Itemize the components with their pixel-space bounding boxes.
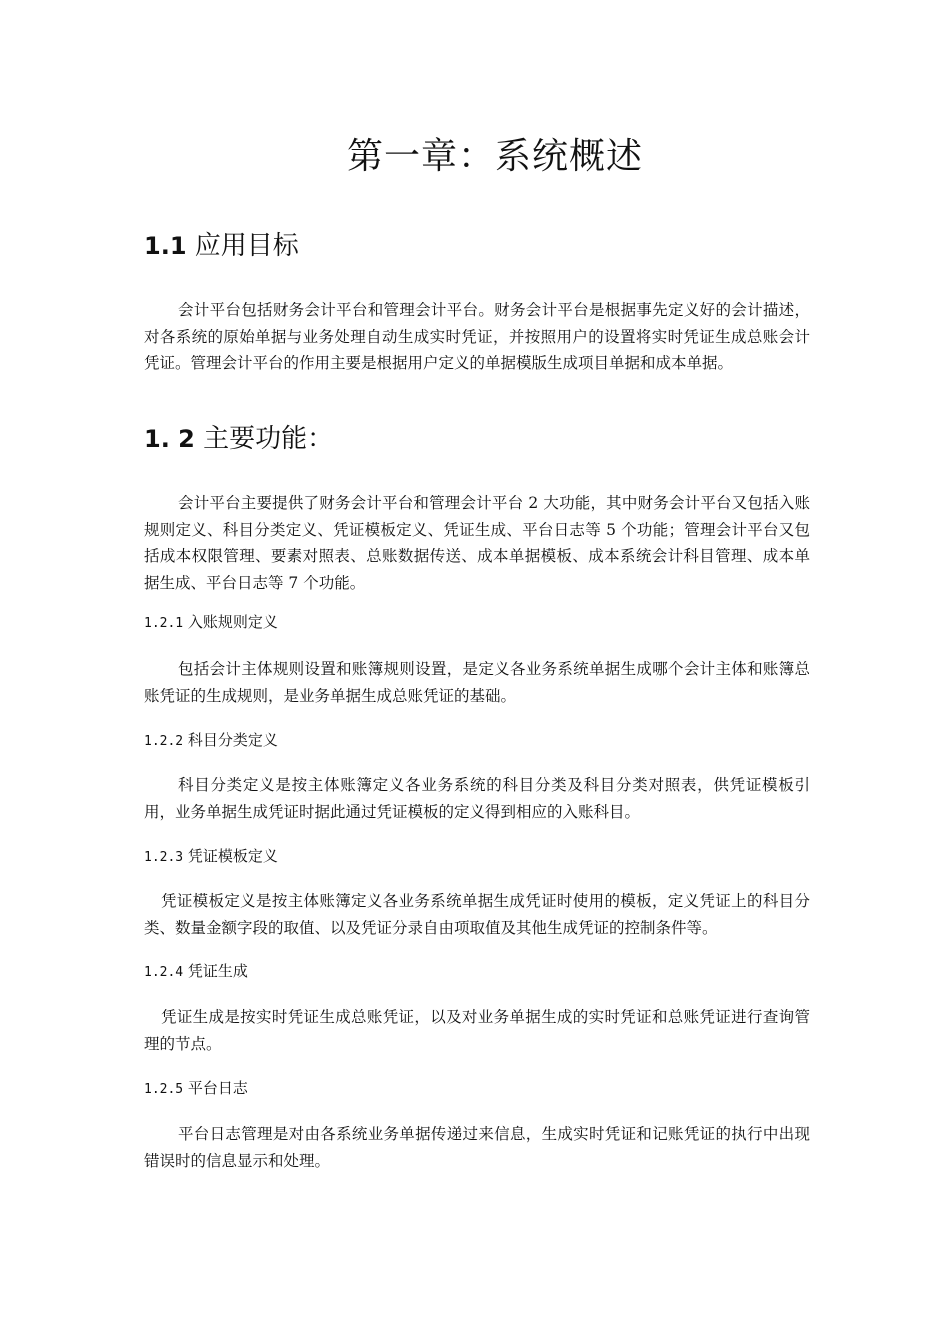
subsection-number: 1.2.3 bbox=[144, 850, 184, 865]
subsection-1-2-4-paragraph: 凭证生成是按实时凭证生成总账凭证，以及对业务单据生成的实时凭证和总账凭证进行查询管理的节点。 bbox=[144, 1008, 810, 1053]
subsection-number: 1.2.5 bbox=[144, 1082, 184, 1097]
subsection-title: 凭证生成 bbox=[187, 962, 248, 980]
subsection-heading-1-2-1 bbox=[144, 610, 278, 636]
subsection-title: 科目分类定义 bbox=[187, 731, 278, 749]
section-heading-1-2 bbox=[144, 421, 333, 457]
section-heading-1-1 bbox=[144, 228, 299, 264]
chapter-title: 第一章：系统概述 bbox=[346, 136, 643, 177]
subsection-title: 入账规则定义 bbox=[187, 613, 278, 631]
subsection-1-2-3-paragraph: 凭证模板定义是按主体账簿定义各业务系统单据生成凭证时使用的模板，定义凭证上的科目分类、数量金额字段的取值、以及凭证分录自由项取值及其他生成凭证的控制条件等。 bbox=[144, 892, 810, 937]
subsection-heading-1-2-3 bbox=[144, 844, 278, 870]
subsection-heading-1-2-4 bbox=[144, 959, 248, 985]
subsection-number: 1.2.4 bbox=[144, 965, 184, 980]
subsection-1-2-5-paragraph: 平台日志管理是对由各系统业务单据传递过来信息，生成实时凭证和记账凭证的执行中出现错误时的信息显示和处理。 bbox=[144, 1125, 810, 1170]
subsection-heading-1-2-5 bbox=[144, 1076, 248, 1102]
subsection-number: 1.2.2 bbox=[144, 734, 184, 749]
section-title: 主要功能： bbox=[203, 424, 334, 454]
section-number: 1. 2 bbox=[144, 425, 195, 453]
section-1-2-paragraph: 会计平台主要提供了财务会计平台和管理会计平台 2 大功能，其中财务会计平台又包括入账规则定义、科目分类定义、凭证模板定义、凭证生成、平台日志等 5 个功能；管理会计平台又包括成本权限管理、要素对照表、总账数据传送、成本单据模板、成本系统会计科目管理、成本单据生成、平台日志等 7 个功能。 bbox=[144, 494, 810, 592]
subsection-title: 平台日志 bbox=[187, 1079, 248, 1097]
subsection-title: 凭证模板定义 bbox=[187, 847, 278, 865]
section-number: 1.1 bbox=[144, 232, 187, 260]
subsection-1-2-2-paragraph: 科目分类定义是按主体账簿定义各业务系统的科目分类及科目分类对照表，供凭证模板引用，业务单据生成凭证时据此通过凭证模板的定义得到相应的入账科目。 bbox=[144, 776, 810, 821]
subsection-1-2-1-paragraph: 包括会计主体规则设置和账簿规则设置，是定义各业务系统单据生成哪个会计主体和账簿总账凭证的生成规则，是业务单据生成总账凭证的基础。 bbox=[144, 660, 810, 705]
subsection-heading-1-2-2 bbox=[144, 728, 278, 754]
section-1-1-paragraph: 会计平台包括财务会计平台和管理会计平台。财务会计平台是根据事先定义好的会计描述，对各系统的原始单据与业务处理自动生成实时凭证，并按照用户的设置将实时凭证生成总账会计凭证。管理会计平台的作用主要是根据用户定义的单据模版生成项目单据和成本单据。 bbox=[144, 301, 810, 372]
subsection-number: 1.2.1 bbox=[144, 616, 184, 631]
section-title: 应用目标 bbox=[194, 231, 299, 261]
